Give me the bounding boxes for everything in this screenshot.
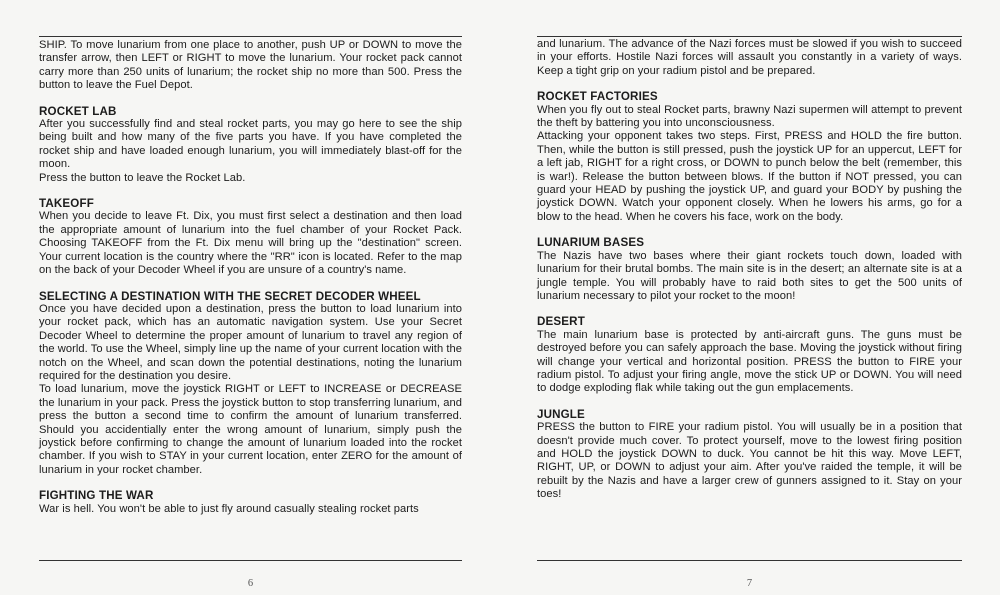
section-heading: ROCKET FACTORIES [537, 90, 658, 104]
section-heading: FIGHTING THE WAR [39, 489, 154, 503]
section-rocket-factories [537, 90, 962, 224]
section-heading: JUNGLE [537, 407, 585, 421]
section-body: After you successfully find and steal rocket parts, you may go here to see the ship being built and how many of the five parts you have. If you have completed the rocket ship and have loaded enough lunarium, you will immediately blast-off for the moon. Press the button to leave the Rocket Lab. [39, 118, 462, 184]
intro-paragraph: SHIP. To move lunarium from one place to another, push UP or DOWN to move the transfer arrow, then LEFT or RIGHT to move the lunarium. Your rocket pack cannot carry more than 250 units of lunarium; the rocket ship no more than 500. Press the button to leave the Fuel Depot. [39, 39, 462, 92]
section-rocket-lab [39, 105, 462, 185]
top-rule [39, 36, 462, 37]
section-body: War is hell. You won't be able to just fly around casually stealing rocket parts [39, 502, 419, 515]
section-lunarium-bases [537, 236, 962, 303]
section-body: When you fly out to steal Rocket parts, brawny Nazi supermen will attempt to prevent the theft by battering you into unconsciousness. Attacking your opponent takes two steps. First, PRESS and HOLD the fire button. Then, while the button is still pressed, push the joystick UP for an uppercut, LEFT for a left jab, RIGHT for a right cross, or DOWN to punch below the belt (remember, this is war!). Release the button between blows. If the button if NOT pressed, you can guard your HEAD by pushing the joystick UP, and guard your BODY by pushing the joystick DOWN. Watch your opponent closely. When he lowers his arms, go for a blow to the head. When he covers his face, work on the body. [537, 103, 962, 223]
section-selecting-destination [39, 290, 462, 478]
section-body: Once you have decided upon a destination, press the button to load lunarium into your rocket pack, which has an automatic navigation system. Use your Secret Decoder Wheel to determine the proper amount of lunarium to travel any region of the world. To use the Wheel, simply line up the name of your current location with the notch on the Wheel, and scan down the potential destinations, noting the lunarium required for the destination you desire. To load lunarium, move the joystick RIGHT or LEFT to INCREASE or DECREASE the lunarium in your pack. Press the joystick button to stop transferring lunarium, and press the button a second time to confirm the amount of lunarium transferred. Should you accidentially enter the wrong amount of lunarium, simply push the joystick before confirming to change the amount of lunarium loaded into the rocket chamber. If you wish to STAY in your current location, enter ZERO for the amount of lunarium in your rocket chamber. [39, 302, 462, 476]
bottom-rule [537, 560, 962, 561]
section-heading: TAKEOFF [39, 197, 94, 211]
intro-paragraph: and lunarium. The advance of the Nazi forces must be slowed if you wish to succeed in your efforts. Hostile Nazi forces will assault you constantly in a variety of ways. Keep a tight grip on your radium pistol and be prepared. [537, 38, 962, 77]
page-number: 7 [746, 578, 753, 589]
section-body: The main lunarium base is protected by anti-aircraft guns. The guns must be destroyed before you can safely approach the base. Moving the joystick without firing will change your vertical and horizontal position. PRESS the button to FIRE your radium pistol. To adjust your firing angle, move the stick UP or DOWN. You will need to dodge exploding flak while taking out the gun emplacements. [537, 328, 962, 395]
section-body: When you decide to leave Ft. Dix, you must first select a destination and then load the appropriate amount of lunarium into the fuel chamber of your Rocket Pack. Choosing TAKEOFF from the Ft. Dix menu will bring up the "destination" screen. Your current location is the country where the "RR" icon is located. Refer to the map on the back of your Decoder Wheel if you are unsure of a country's name. [39, 210, 462, 277]
section-fighting-the-war [39, 489, 462, 516]
bottom-rule [39, 560, 462, 561]
section-takeoff [39, 197, 462, 277]
left-page [39, 0, 462, 595]
page-number: 6 [247, 578, 254, 589]
right-page [537, 0, 962, 595]
section-heading: ROCKET LAB [39, 104, 117, 118]
section-body: The Nazis have two bases where their giant rockets touch down, loaded with lunarium for their brutal bombs. The main site is in the desert; an alternate site is at a jungle temple. You will probably have to raid both sites to get the 500 units of lunarium necessary to pilot your rocket to the moon! [537, 249, 962, 302]
section-jungle [537, 408, 962, 502]
section-body: PRESS the button to FIRE your radium pistol. You will usually be in a position that doesn't provide much cover. To protect yourself, move to the lowest firing position and HOLD the joystick DOWN to duck. You cannot be hit this way. Move LEFT, RIGHT, UP, or DOWN to adjust your aim. After you've raided the temple, it will be rebuilt by the Nazis and have a larger crew of gunners assigned to it. Stay on your toes! [537, 421, 962, 501]
section-desert [537, 315, 962, 395]
section-heading: SELECTING A DESTINATION WITH THE SECRET DECODER WHEEL [39, 289, 421, 303]
page-content [39, 39, 462, 516]
section-heading: LUNARIUM BASES [537, 236, 645, 250]
top-rule [537, 36, 962, 37]
page-content [537, 38, 962, 502]
section-heading: DESERT [537, 315, 585, 329]
